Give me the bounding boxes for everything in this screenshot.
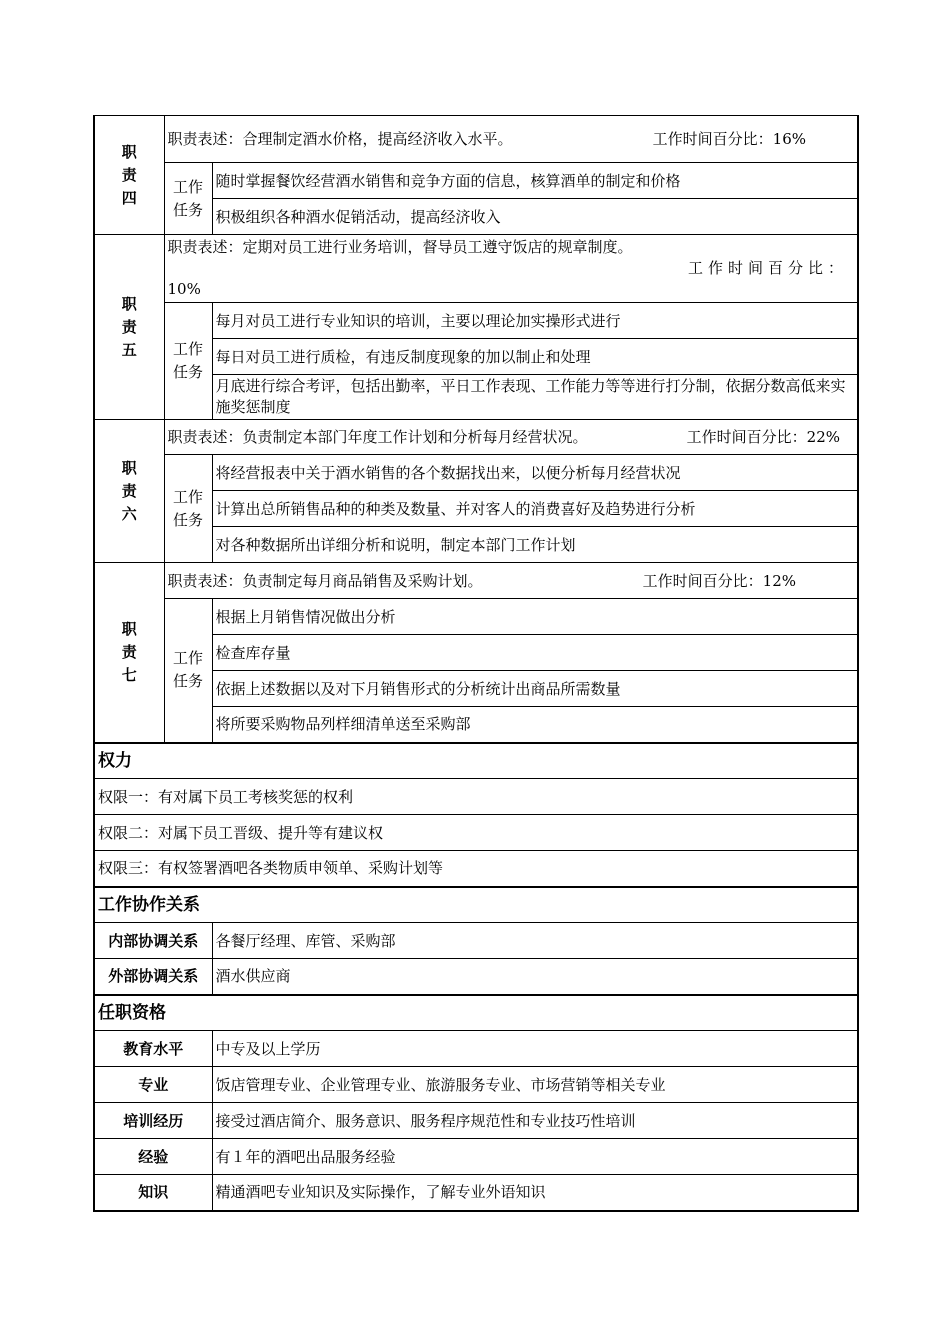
qualification-row — [94, 1067, 858, 1103]
duty-7-percent: 工作时间百分比：12% — [642, 571, 797, 590]
major-value: 饭店管理专业、企业管理专业、旅游服务专业、市场营销等相关专业 — [212, 1067, 858, 1103]
authority-item-1: 权限一：有对属下员工考核奖惩的权利 — [94, 779, 858, 815]
duty-6-percent: 工作时间百分比：22% — [686, 428, 841, 446]
qualification-title: 任职资格 — [94, 995, 858, 1031]
qualification-row — [94, 1031, 858, 1067]
duty-4-percent: 工作时间百分比：16% — [652, 130, 807, 148]
duty-5-task-1: 每月对员工进行专业知识的培训，主要以理论加实操形式进行 — [212, 303, 858, 339]
duty-6-statement: 职责表述：负责制定本部门年度工作计划和分析每月经营状况。 工作时间百分比：22% — [164, 420, 858, 455]
duty-6-statement-row — [94, 420, 858, 455]
major-key: 专业 — [94, 1067, 212, 1103]
duty-4-task-label: 工作 任务 — [164, 163, 212, 235]
duty-6-task-1: 将经营报表中关于酒水销售的各个数据找出来，以便分析每月经营状况 — [212, 455, 858, 491]
internal-relation-key: 内部协调关系 — [94, 923, 212, 959]
training-key: 培训经历 — [94, 1103, 212, 1139]
cooperation-title-row — [94, 887, 858, 923]
duty-4-task-1: 随时掌握餐饮经营酒水销售和竞争方面的信息，核算酒单的制定和价格 — [212, 163, 858, 199]
duty-7-statement: 职责表述：负责制定每月商品销售及采购计划。 工作时间百分比：12% — [164, 563, 858, 599]
duty-7-label: 职 责 七 — [94, 563, 164, 743]
duty-5-task-2: 每日对员工进行质检，有违反制度现象的加以制止和处理 — [212, 339, 858, 375]
duty-4-label: 职 责 四 — [94, 116, 164, 235]
qualification-row — [94, 1175, 858, 1211]
duty-7-task-4: 将所要采购物品列样细清单送至采购部 — [212, 707, 858, 743]
duty-5-percent-label: 工作时间百分比： — [688, 259, 849, 277]
duty-5-task-row — [94, 303, 858, 339]
authority-item-3: 权限三：有权签署酒吧各类物质申领单、采购计划等 — [94, 851, 858, 887]
authority-row — [94, 815, 858, 851]
duty-7-task-2: 检查库存量 — [212, 635, 858, 671]
authority-title: 权力 — [94, 743, 858, 779]
duty-5-statement: 职责表述：定期对员工进行业务培训，督导员工遵守饭店的规章制度。 工作时间百分比： 10% — [164, 235, 858, 303]
experience-value: 有１年的酒吧出品服务经验 — [212, 1139, 858, 1175]
internal-relation-value: 各餐厅经理、库管、采购部 — [212, 923, 858, 959]
education-key: 教育水平 — [94, 1031, 212, 1067]
duty-7-task-label: 工作 任务 — [164, 599, 212, 743]
education-value: 中专及以上学历 — [212, 1031, 858, 1067]
duty-7-task-1: 根据上月销售情况做出分析 — [212, 599, 858, 635]
qualification-row — [94, 1139, 858, 1175]
cooperation-row — [94, 959, 858, 995]
duty-4-task-row — [94, 163, 858, 199]
duty-5-task-3: 月底进行综合考评，包括出勤率，平日工作表现、工作能力等等进行打分制，依据分数高低来实施奖惩制度 — [212, 375, 858, 420]
authority-title-row — [94, 743, 858, 779]
job-description-table — [93, 115, 859, 1212]
external-relation-value: 酒水供应商 — [212, 959, 858, 995]
experience-key: 经验 — [94, 1139, 212, 1175]
authority-row — [94, 851, 858, 887]
duty-5-task-label: 工作 任务 — [164, 303, 212, 420]
duty-4-statement: 职责表述：合理制定酒水价格，提高经济收入水平。 工作时间百分比：16% — [164, 116, 858, 163]
duty-5-label: 职 责 五 — [94, 235, 164, 420]
cooperation-row — [94, 923, 858, 959]
qualification-row — [94, 1103, 858, 1139]
duty-6-task-3: 对各种数据所出详细分析和说明，制定本部门工作计划 — [212, 527, 858, 563]
duty-7-task-row — [94, 599, 858, 635]
duty-6-task-2: 计算出总所销售品种的种类及数量、并对客人的消费喜好及趋势进行分析 — [212, 491, 858, 527]
authority-row — [94, 779, 858, 815]
duty-6-task-row — [94, 455, 858, 491]
knowledge-key: 知识 — [94, 1175, 212, 1211]
duty-5-statement-row — [94, 235, 858, 303]
external-relation-key: 外部协调关系 — [94, 959, 212, 995]
duty-5-percent-value: 10% — [167, 280, 201, 298]
duty-7-task-3: 依据上述数据以及对下月销售形式的分析统计出商品所需数量 — [212, 671, 858, 707]
job-description-sheet — [93, 115, 857, 1212]
duty-4-task-2: 积极组织各种酒水促销活动，提高经济收入 — [212, 199, 858, 235]
duty-4-statement-row — [94, 116, 858, 163]
duty-6-label: 职 责 六 — [94, 420, 164, 563]
qualification-title-row — [94, 995, 858, 1031]
duty-6-task-label: 工作 任务 — [164, 455, 212, 563]
training-value: 接受过酒店简介、服务意识、服务程序规范性和专业技巧性培训 — [212, 1103, 858, 1139]
authority-item-2: 权限二：对属下员工晋级、提升等有建议权 — [94, 815, 858, 851]
duty-7-statement-row — [94, 563, 858, 599]
knowledge-value: 精通酒吧专业知识及实际操作，了解专业外语知识 — [212, 1175, 858, 1211]
cooperation-title: 工作协作关系 — [94, 887, 858, 923]
